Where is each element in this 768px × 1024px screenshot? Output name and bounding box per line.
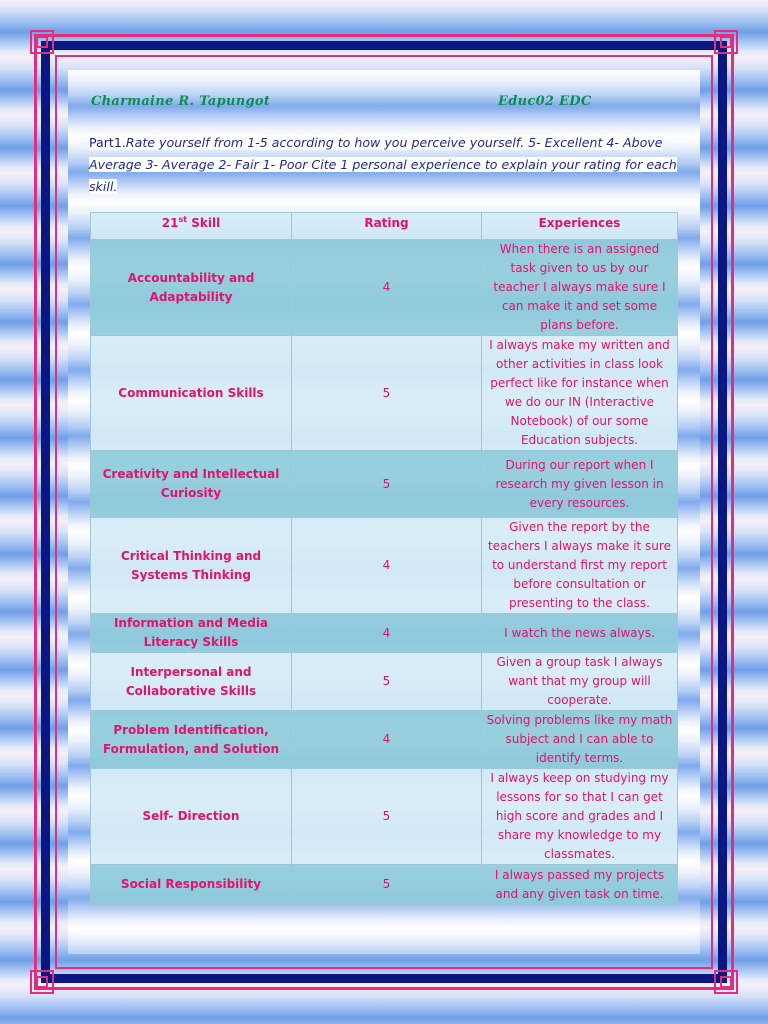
table-row	[91, 711, 678, 769]
table-row	[91, 769, 678, 865]
skill-name: Self- Direction	[91, 769, 292, 865]
skill-experience: Given a group task I always want that my group will cooperate.	[482, 653, 678, 711]
table-row	[91, 614, 678, 653]
skill-rating: 5	[292, 865, 482, 905]
table-row	[91, 240, 678, 336]
part-label: Part1.	[89, 135, 126, 150]
skill-name: Problem Identification, Formulation, and Solution	[91, 711, 292, 769]
skill-experience: I always passed my projects and any given task on time.	[482, 865, 678, 905]
table-header-row	[91, 213, 678, 240]
student-name: Charmaine R. Tapungot	[91, 94, 271, 109]
document-page	[68, 70, 700, 954]
corner-ornament-top-right	[714, 30, 738, 54]
table-row	[91, 336, 678, 451]
skill-name: Interpersonal and Collaborative Skills	[91, 653, 292, 711]
skill-name: Information and Media Literacy Skills	[91, 614, 292, 653]
skill-rating: 5	[292, 653, 482, 711]
skill-name: Social Responsibility	[91, 865, 292, 905]
instructions-line-1: Rate yourself from 1-5 according to how you perceive yourself. 5- Excellent 4- Above	[125, 135, 663, 150]
skill-experience: I always keep on studying my lessons for so that I can get high score and grades and I share my knowledge to my classmates.	[482, 769, 678, 865]
skill-rating: 5	[292, 769, 482, 865]
skill-rating: 4	[292, 614, 482, 653]
table-row	[91, 518, 678, 614]
skill-experience: I always make my written and other activities in class look perfect like for instance when we do our IN (Interactive Notebook) of our some Education subjects.	[482, 336, 678, 451]
skill-name: Communication Skills	[91, 336, 292, 451]
course-code: Educ02 EDC	[498, 94, 592, 109]
corner-ornament-top-left	[30, 30, 54, 54]
skill-rating: 5	[292, 336, 482, 451]
header-rating: Rating	[292, 213, 482, 240]
instructions-line-2: Average 3- Average 2- Fair 1- Poor Cite 1 personal experience to explain your rating for each	[89, 157, 677, 172]
corner-ornament-bottom-left	[30, 970, 54, 994]
table-row	[91, 653, 678, 711]
header-skill: 21st Skill	[91, 213, 292, 240]
skill-rating: 4	[292, 518, 482, 614]
instructions-line-3: skill.	[89, 179, 118, 194]
skill-rating: 4	[292, 711, 482, 769]
table-row	[91, 865, 678, 905]
instructions-paragraph	[89, 132, 679, 198]
skill-name: Accountability and Adaptability	[91, 240, 292, 336]
skill-experience: During our report when I research my given lesson in every resources.	[482, 451, 678, 518]
skill-name: Critical Thinking and Systems Thinking	[91, 518, 292, 614]
skill-experience: Solving problems like my math subject and I can able to identify terms.	[482, 711, 678, 769]
skill-name: Creativity and Intellectual Curiosity	[91, 451, 292, 518]
skill-rating: 4	[292, 240, 482, 336]
skill-experience: When there is an assigned task given to us by our teacher I always make sure I can make it and set some plans before.	[482, 240, 678, 336]
skill-experience: Given the report by the teachers I always make it sure to understand first my report before consultation or presenting to the class.	[482, 518, 678, 614]
skill-experience: I watch the news always.	[482, 614, 678, 653]
skills-rating-table	[90, 212, 678, 905]
corner-ornament-bottom-right	[714, 970, 738, 994]
header-experiences: Experiences	[482, 213, 678, 240]
skill-rating: 5	[292, 451, 482, 518]
table-row	[91, 451, 678, 518]
